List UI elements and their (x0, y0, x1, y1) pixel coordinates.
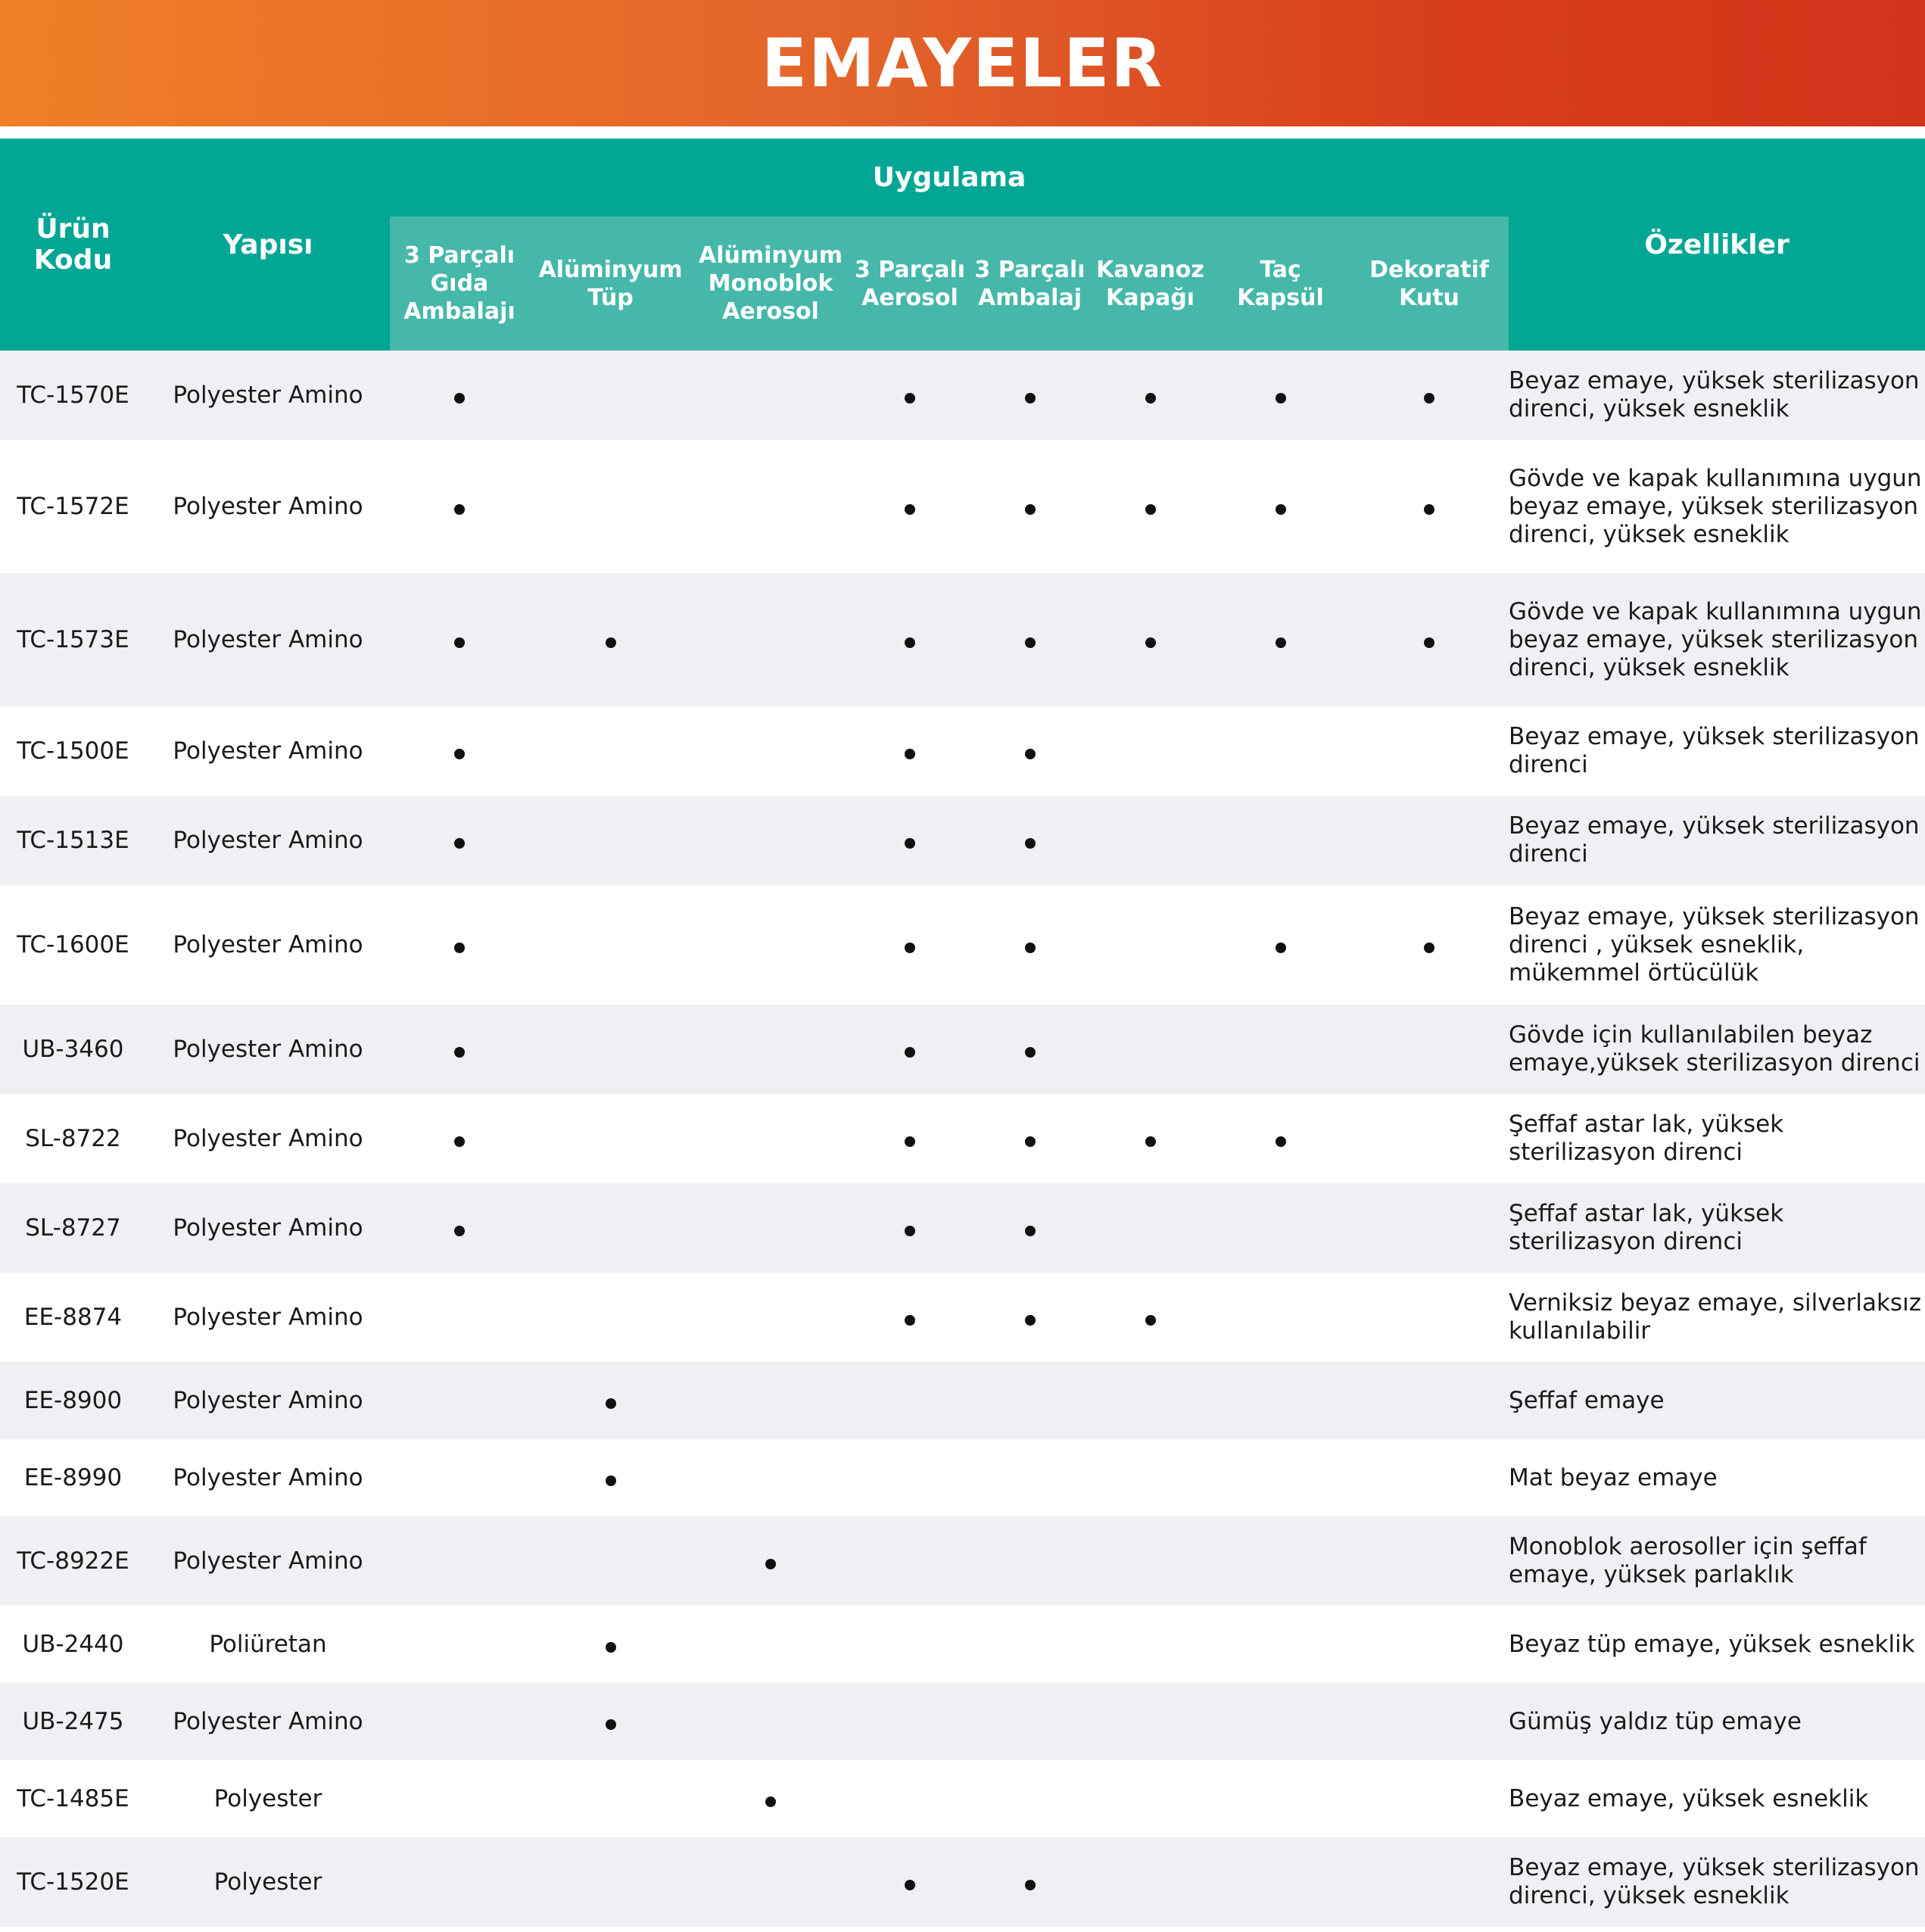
application-cell (692, 706, 849, 796)
application-cell (1350, 1760, 1509, 1837)
product-features: Beyaz emaye, yüksek sterilizasyon direnci , yüksek esneklik, mükemmel örtücülük (1509, 885, 1925, 1005)
application-cell (692, 1606, 849, 1683)
bullet-icon (1276, 943, 1286, 953)
application-cell (970, 1362, 1089, 1439)
application-cell (1211, 1005, 1350, 1094)
application-cell (1089, 440, 1211, 573)
bullet-icon (1025, 838, 1036, 849)
application-cell (970, 1837, 1089, 1927)
product-code: UB-3460 (0, 1005, 146, 1094)
bullet-icon (1025, 1226, 1036, 1236)
application-cell (390, 885, 529, 1005)
table-row (0, 1683, 1925, 1760)
application-cell (1089, 706, 1211, 796)
application-cell (390, 706, 529, 796)
bullet-icon (1145, 637, 1156, 648)
product-code: TC-1520E (0, 1837, 146, 1927)
product-features: Verniksiz beyaz emaye, silverlaksız kullanılabilir (1509, 1273, 1925, 1362)
product-features: Beyaz emaye, yüksek sterilizasyon direnci, yüksek esneklik (1509, 1837, 1925, 1927)
application-cell (1350, 1094, 1509, 1183)
bullet-icon (905, 1047, 915, 1058)
product-features: Beyaz emaye, yüksek sterilizasyon direnci (1509, 796, 1925, 885)
product-features: Gövde ve kapak kullanımına uygun beyaz emaye, yüksek sterilizasyon direnci, yüksek esneklik (1509, 440, 1925, 573)
table-row (0, 706, 1925, 796)
title-banner (0, 0, 1925, 126)
header-features: Özellikler (1509, 139, 1925, 351)
product-code: UB-2440 (0, 1606, 146, 1683)
product-code: EE-8874 (0, 1273, 146, 1362)
product-structure: Polyester Amino (146, 796, 390, 885)
table-row (0, 1183, 1925, 1273)
product-structure: Polyester Amino (146, 440, 390, 573)
application-cell (1089, 1005, 1211, 1094)
product-code: EE-8900 (0, 1362, 146, 1439)
product-structure: Polyester (146, 1837, 390, 1927)
product-structure: Polyester Amino (146, 1683, 390, 1760)
product-structure: Polyester Amino (146, 1439, 390, 1516)
application-cell (970, 1439, 1089, 1516)
application-cell (1350, 1837, 1509, 1927)
application-cell (1089, 1094, 1211, 1183)
product-structure: Polyester Amino (146, 1183, 390, 1273)
application-cell (529, 1362, 692, 1439)
application-cell (390, 1439, 529, 1516)
bullet-icon (905, 1315, 915, 1326)
application-cell (1089, 1273, 1211, 1362)
application-cell (1089, 1837, 1211, 1927)
application-cell (390, 1606, 529, 1683)
table-row (0, 885, 1925, 1005)
application-cell (692, 796, 849, 885)
application-cell (529, 1760, 692, 1837)
product-structure: Polyester Amino (146, 1273, 390, 1362)
application-cell (529, 706, 692, 796)
application-cell (390, 1362, 529, 1439)
application-cell (1211, 1683, 1350, 1760)
application-cell (1350, 796, 1509, 885)
product-features: Şeffaf emaye (1509, 1362, 1925, 1439)
bullet-icon (454, 838, 465, 849)
product-features: Gövde ve kapak kullanımına uygun beyaz emaye, yüksek sterilizasyon direnci, yüksek esneklik (1509, 573, 1925, 706)
product-code: EE-8990 (0, 1439, 146, 1516)
product-structure: Polyester Amino (146, 1005, 390, 1094)
table-row (0, 1760, 1925, 1837)
application-cell (390, 796, 529, 885)
product-code: TC-1500E (0, 706, 146, 796)
application-cell (849, 796, 970, 885)
bullet-icon (606, 1398, 616, 1409)
application-cell (849, 1439, 970, 1516)
application-cell (390, 1005, 529, 1094)
bullet-icon (1025, 1880, 1036, 1890)
application-cell (970, 796, 1089, 885)
application-cell (1089, 1439, 1211, 1516)
application-cell (692, 1439, 849, 1516)
product-code: TC-1573E (0, 573, 146, 706)
application-cell (1089, 1606, 1211, 1683)
product-structure: Polyester Amino (146, 1516, 390, 1606)
application-cell (692, 1005, 849, 1094)
header-app-3piece-packaging: 3 Parçalı Ambalaj (970, 217, 1089, 351)
header-app-jar-lid: Kavanoz Kapağı (1089, 217, 1211, 351)
application-cell (849, 1273, 970, 1362)
application-cell (692, 1273, 849, 1362)
application-cell (1211, 351, 1350, 440)
bullet-icon (905, 943, 915, 953)
header-app-crown-cork: Taç Kapsül (1211, 217, 1350, 351)
bullet-icon (1025, 1136, 1036, 1147)
application-cell (1350, 1683, 1509, 1760)
product-features: Beyaz tüp emaye, yüksek esneklik (1509, 1606, 1925, 1683)
application-cell (970, 1606, 1089, 1683)
application-cell (390, 440, 529, 573)
application-cell (390, 573, 529, 706)
product-features: Beyaz emaye, yüksek sterilizasyon direnci (1509, 706, 1925, 796)
table-row (0, 1005, 1925, 1094)
application-cell (849, 1760, 970, 1837)
table-body (0, 351, 1925, 1927)
bullet-icon (1276, 393, 1286, 404)
table-row (0, 1273, 1925, 1362)
bullet-icon (765, 1796, 776, 1807)
product-code: SL-8722 (0, 1094, 146, 1183)
application-cell (1089, 885, 1211, 1005)
product-structure: Poliüretan (146, 1606, 390, 1683)
bullet-icon (454, 1226, 465, 1236)
bullet-icon (606, 637, 616, 648)
application-cell (529, 1516, 692, 1606)
application-cell (529, 440, 692, 573)
application-cell (849, 440, 970, 573)
application-cell (1211, 1516, 1350, 1606)
application-cell (970, 1273, 1089, 1362)
product-code: TC-1600E (0, 885, 146, 1005)
application-cell (529, 1837, 692, 1927)
table-row (0, 573, 1925, 706)
product-structure: Polyester Amino (146, 1094, 390, 1183)
application-cell (1350, 1439, 1509, 1516)
product-features: Şeffaf astar lak, yüksek sterilizasyon direnci (1509, 1094, 1925, 1183)
application-cell (1350, 1362, 1509, 1439)
application-cell (1350, 1606, 1509, 1683)
bullet-icon (1025, 393, 1036, 404)
application-cell (849, 1183, 970, 1273)
bullet-icon (905, 393, 915, 404)
application-cell (529, 1683, 692, 1760)
application-cell (1350, 440, 1509, 573)
header-app-monobloc-aerosol: Alüminyum Monoblok Aerosol (692, 217, 849, 351)
application-cell (849, 1516, 970, 1606)
product-structure: Polyester Amino (146, 573, 390, 706)
application-cell (692, 1683, 849, 1760)
application-cell (1089, 1760, 1211, 1837)
bullet-icon (1025, 1047, 1036, 1058)
header-product-code: Ürün Kodu (0, 139, 146, 351)
application-cell (1211, 440, 1350, 573)
application-cell (529, 1439, 692, 1516)
application-cell (692, 1760, 849, 1837)
application-cell (692, 1362, 849, 1439)
application-cell (849, 351, 970, 440)
application-cell (529, 1094, 692, 1183)
application-cell (390, 1516, 529, 1606)
bullet-icon (1276, 1136, 1286, 1147)
bullet-icon (905, 749, 915, 759)
bullet-icon (1025, 504, 1036, 515)
application-cell (390, 1837, 529, 1927)
application-cell (1211, 885, 1350, 1005)
application-cell (970, 1005, 1089, 1094)
table-row (0, 1516, 1925, 1606)
product-features: Şeffaf astar lak, yüksek sterilizasyon direnci (1509, 1183, 1925, 1273)
page-title: EMAYELER (761, 24, 1164, 102)
header-structure: Yapısı (146, 139, 390, 351)
application-cell (1089, 1183, 1211, 1273)
application-cell (1089, 573, 1211, 706)
application-cell (970, 573, 1089, 706)
application-cell (1089, 1516, 1211, 1606)
application-cell (849, 885, 970, 1005)
product-structure: Polyester Amino (146, 706, 390, 796)
bullet-icon (765, 1559, 776, 1569)
application-cell (1350, 1516, 1509, 1606)
application-cell (1350, 885, 1509, 1005)
product-features: Mat beyaz emaye (1509, 1439, 1925, 1516)
product-features: Monoblok aerosoller için şeffaf emaye, yüksek parlaklık (1509, 1516, 1925, 1606)
application-cell (390, 1183, 529, 1273)
product-structure: Polyester Amino (146, 1362, 390, 1439)
application-cell (1089, 796, 1211, 885)
application-cell (529, 1005, 692, 1094)
bullet-icon (454, 637, 465, 648)
application-cell (692, 1516, 849, 1606)
bullet-icon (1276, 637, 1286, 648)
product-code: TC-1513E (0, 796, 146, 885)
bullet-icon (606, 1642, 616, 1653)
application-cell (529, 573, 692, 706)
application-cell (1350, 351, 1509, 440)
application-cell (1089, 1362, 1211, 1439)
application-cell (1089, 1683, 1211, 1760)
bullet-icon (454, 1047, 465, 1058)
bullet-icon (454, 1136, 465, 1147)
bullet-icon (1424, 637, 1434, 648)
bullet-icon (1424, 504, 1434, 515)
product-features: Gümüş yaldız tüp emaye (1509, 1683, 1925, 1760)
header-app-food-packaging: 3 Parçalı Gıda Ambalajı (390, 217, 529, 351)
application-cell (692, 1837, 849, 1927)
application-cell (529, 1273, 692, 1362)
bullet-icon (905, 1136, 915, 1147)
table-row (0, 1837, 1925, 1927)
application-cell (1350, 573, 1509, 706)
application-cell (1211, 1837, 1350, 1927)
product-code: UB-2475 (0, 1683, 146, 1760)
application-cell (390, 1683, 529, 1760)
application-cell (1211, 1183, 1350, 1273)
bullet-icon (606, 1475, 616, 1486)
bullet-icon (905, 1880, 915, 1890)
bullet-icon (905, 838, 915, 849)
application-cell (849, 573, 970, 706)
application-cell (970, 1683, 1089, 1760)
product-code: TC-1572E (0, 440, 146, 573)
bullet-icon (1424, 393, 1434, 404)
application-cell (1350, 1183, 1509, 1273)
application-cell (1211, 1439, 1350, 1516)
application-cell (1211, 1273, 1350, 1362)
application-cell (1350, 1273, 1509, 1362)
header-app-3piece-aerosol: 3 Parçalı Aerosol (849, 217, 970, 351)
application-cell (1211, 1760, 1350, 1837)
application-cell (849, 706, 970, 796)
application-cell (692, 885, 849, 1005)
application-cell (849, 1606, 970, 1683)
application-cell (529, 885, 692, 1005)
application-cell (970, 351, 1089, 440)
application-cell (1350, 706, 1509, 796)
bullet-icon (1025, 1315, 1036, 1326)
bullet-icon (454, 749, 465, 759)
bullet-icon (1025, 637, 1036, 648)
header-app-decorative-box: Dekoratif Kutu (1350, 217, 1509, 351)
bullet-icon (1145, 393, 1156, 404)
bullet-icon (1025, 749, 1036, 759)
application-cell (529, 351, 692, 440)
application-cell (970, 1094, 1089, 1183)
bullet-icon (905, 1226, 915, 1236)
application-cell (692, 351, 849, 440)
bullet-icon (1025, 943, 1036, 953)
application-cell (692, 573, 849, 706)
application-cell (692, 440, 849, 573)
bullet-icon (606, 1719, 616, 1730)
product-features: Gövde için kullanılabilen beyaz emaye,yüksek sterilizasyon direnci (1509, 1005, 1925, 1094)
application-cell (529, 796, 692, 885)
bullet-icon (454, 504, 465, 515)
product-features: Beyaz emaye, yüksek esneklik (1509, 1760, 1925, 1837)
table-row (0, 351, 1925, 440)
application-cell (1211, 1362, 1350, 1439)
product-features: Beyaz emaye, yüksek sterilizasyon direnci, yüksek esneklik (1509, 351, 1925, 440)
header-app-aluminium-tube: Alüminyum Tüp (529, 217, 692, 351)
application-cell (390, 351, 529, 440)
table-row (0, 796, 1925, 885)
bullet-icon (1276, 504, 1286, 515)
application-cell (849, 1094, 970, 1183)
product-structure: Polyester Amino (146, 351, 390, 440)
application-cell (1211, 1094, 1350, 1183)
table-row (0, 1606, 1925, 1683)
application-cell (970, 1183, 1089, 1273)
application-cell (1211, 573, 1350, 706)
table-row (0, 1094, 1925, 1183)
bullet-icon (905, 637, 915, 648)
product-table (0, 139, 1925, 1927)
application-cell (849, 1683, 970, 1760)
application-cell (970, 706, 1089, 796)
bullet-icon (1145, 504, 1156, 515)
application-cell (529, 1606, 692, 1683)
bullet-icon (1424, 943, 1434, 953)
application-cell (1211, 706, 1350, 796)
product-code: TC-1485E (0, 1760, 146, 1837)
application-cell (692, 1183, 849, 1273)
bullet-icon (1145, 1315, 1156, 1326)
application-cell (970, 440, 1089, 573)
table-row (0, 1362, 1925, 1439)
application-cell (1211, 796, 1350, 885)
application-cell (849, 1362, 970, 1439)
bullet-icon (905, 504, 915, 515)
application-cell (970, 1760, 1089, 1837)
table-row (0, 440, 1925, 573)
bullet-icon (454, 393, 465, 404)
application-cell (970, 885, 1089, 1005)
product-structure: Polyester (146, 1760, 390, 1837)
application-cell (1089, 351, 1211, 440)
application-cell (849, 1005, 970, 1094)
header-application: Uygulama (390, 139, 1509, 217)
application-cell (1211, 1606, 1350, 1683)
application-cell (692, 1094, 849, 1183)
product-code: TC-8922E (0, 1516, 146, 1606)
application-cell (390, 1760, 529, 1837)
product-structure: Polyester Amino (146, 885, 390, 1005)
table-row (0, 1439, 1925, 1516)
application-cell (970, 1516, 1089, 1606)
application-cell (390, 1094, 529, 1183)
application-cell (390, 1273, 529, 1362)
bullet-icon (454, 943, 465, 953)
bullet-icon (1145, 1136, 1156, 1147)
application-cell (1350, 1005, 1509, 1094)
application-cell (529, 1183, 692, 1273)
application-cell (849, 1837, 970, 1927)
product-code: SL-8727 (0, 1183, 146, 1273)
product-code: TC-1570E (0, 351, 146, 440)
